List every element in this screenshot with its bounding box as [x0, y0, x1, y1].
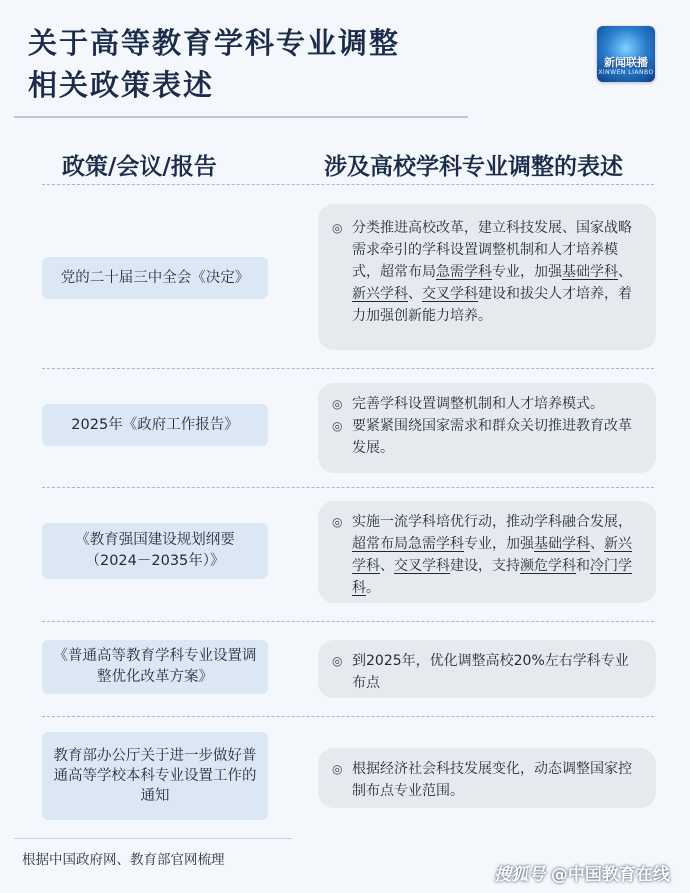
bullet-icon: ◎ [332, 221, 343, 235]
bullet-icon: ◎ [332, 419, 343, 433]
statement-item [332, 393, 642, 415]
policy-label-row-1 [42, 257, 268, 299]
page-title-line-2: 相关政策表述 [28, 68, 215, 102]
source-note: 根据中国政府网、教育部官网梳理 [22, 852, 225, 868]
text-segment: 。 [366, 580, 380, 596]
statement-box-row-1 [318, 204, 656, 350]
row-divider [42, 621, 654, 622]
statement-item [332, 217, 642, 327]
logo-text-en: XINWEN LIANBO [598, 69, 654, 76]
text-segment: 、 [380, 558, 394, 574]
statement-item [332, 650, 642, 694]
text-segment: 实施一流学科培优行动，推动学科融合发展， [352, 514, 632, 530]
watermark [494, 860, 670, 885]
title-divider [14, 116, 468, 118]
underlined-text: 新兴学科 [352, 286, 408, 302]
row-divider [42, 368, 654, 369]
page-title-line-1: 关于高等教育学科专业调整 [28, 26, 401, 60]
text-segment: 专业，加强 [492, 264, 562, 280]
text-segment: 和 [576, 558, 590, 574]
underlined-text: 基础学科 [562, 264, 618, 280]
column-header-policy: 政策/会议/报告 [62, 154, 217, 180]
statement-box-row-3 [318, 501, 656, 603]
underlined-text: 新兴学科 [352, 536, 632, 574]
bullet-icon: ◎ [332, 397, 343, 411]
underlined-text: 急需学科 [436, 264, 492, 280]
text-segment: 、 [408, 286, 422, 302]
statement-text [352, 514, 632, 596]
statement-text [352, 220, 632, 324]
underlined-text: 交叉学科 [422, 286, 478, 302]
statement-text [352, 396, 604, 412]
text-segment: 、 [590, 536, 604, 552]
statement-box-row-4 [318, 640, 656, 698]
watermark-handle: @中国教育在线 [550, 865, 670, 885]
watermark-brand: 搜狐号 [494, 865, 545, 885]
text-segment: 建设，支持 [450, 558, 520, 574]
row-divider [42, 184, 654, 185]
xinwen-lianbo-logo [597, 26, 655, 82]
statement-item [332, 511, 642, 599]
statement-item [332, 758, 642, 802]
bullet-icon: ◎ [332, 515, 343, 529]
policy-label-row-3 [42, 523, 268, 579]
underlined-text: 冷门学科 [352, 558, 632, 596]
logo-text-cn: 新闻联播 [604, 56, 648, 69]
statement-item [332, 415, 642, 459]
policy-text: 党的二十届三中全会《决定》 [60, 269, 250, 286]
text-segment: 、 [618, 264, 632, 280]
policy-text: 教育部办公厅关于进一步做好普通高等学校本科专业设置工作的通知 [53, 748, 257, 804]
statement-box-row-5 [318, 748, 656, 808]
text-segment: 建设和拔尖人才培养，着力加强创新能力培养。 [352, 286, 632, 324]
title-block [28, 22, 400, 106]
text-segment: 要紧紧围绕国家需求和群众关切推进教育改革发展。 [352, 418, 632, 456]
policy-text: 《普通高等教育学科专业设置调整优化改革方案》 [53, 648, 257, 685]
underlined-text: 交叉学科 [394, 558, 450, 574]
policy-text: 《教育强国建设规划纲要（2024－2035年）》 [75, 532, 235, 569]
policy-label-row-4 [42, 640, 268, 694]
statement-text [352, 761, 632, 799]
underlined-text: 基础学科 [534, 536, 590, 552]
policy-label-row-5 [42, 732, 268, 820]
statement-text [352, 418, 632, 456]
policy-label-row-2 [42, 404, 268, 446]
text-segment: 分类推进高校改革，建立科技发展、国家战略需求牵引的学科设置调整机制和人才培养模式，超常布局 [352, 220, 632, 280]
column-header-statement: 涉及高校学科专业调整的表述 [324, 154, 623, 180]
text-segment: 完善学科设置调整机制和人才培养模式。 [352, 396, 604, 412]
text-segment: 到2025年，优化调整高校20%左右学科专业布点 [352, 653, 629, 691]
policy-text: 2025年《政府工作报告》 [71, 416, 239, 433]
row-divider [42, 716, 654, 717]
footer-divider [14, 838, 292, 839]
bullet-icon: ◎ [332, 762, 343, 776]
row-divider [42, 487, 654, 488]
statement-box-row-2 [318, 383, 656, 473]
text-segment: 专业，加强 [464, 536, 534, 552]
underlined-text: 濒危学科 [520, 558, 576, 574]
bullet-icon: ◎ [332, 654, 343, 668]
text-segment: 根据经济社会科技发展变化，动态调整国家控制布点专业范围。 [352, 761, 632, 799]
statement-text [352, 653, 629, 691]
underlined-text: 超常布局急需学科 [352, 536, 464, 552]
